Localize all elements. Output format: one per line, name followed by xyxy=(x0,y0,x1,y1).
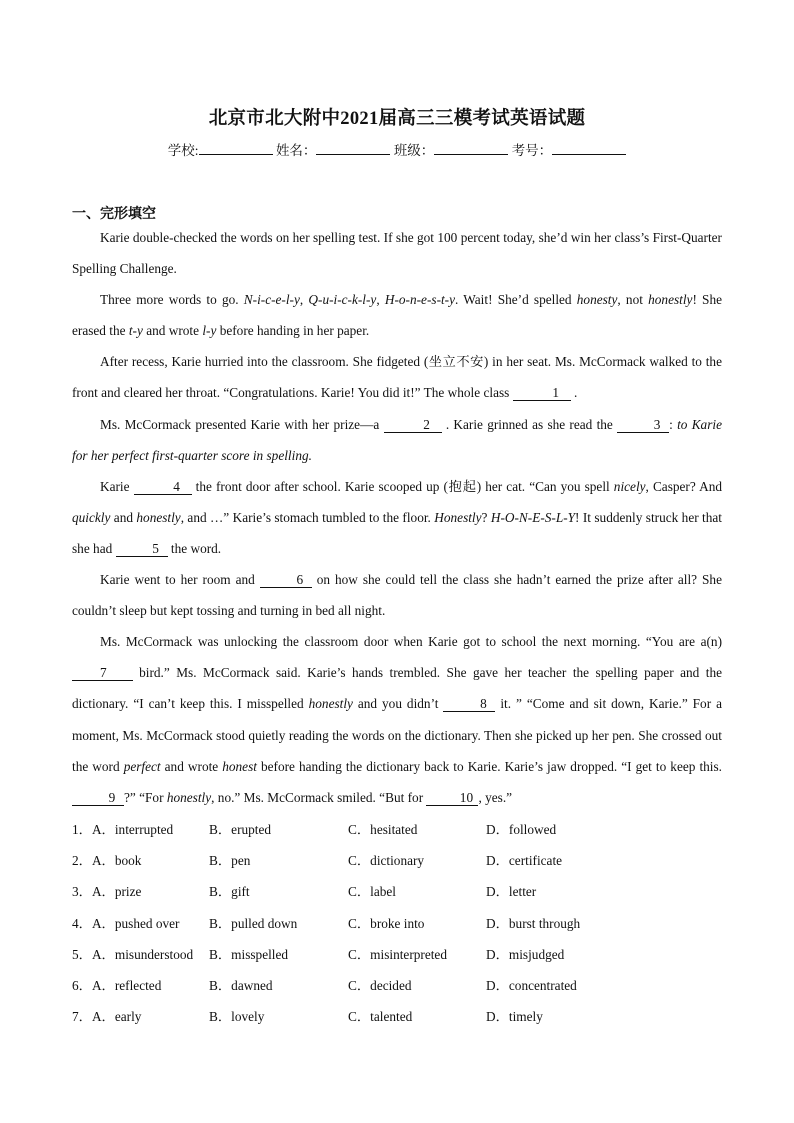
question-number: 4． xyxy=(72,915,92,931)
option-d[interactable]: D．letter xyxy=(486,884,537,900)
paragraph-1: Karie double-checked the words on her spelling test. If she got 100 percent today, she’d win her class’s First-Quarter Spelling Challenge. xyxy=(72,230,722,277)
blank-8[interactable]: 8 xyxy=(443,697,495,712)
option-d[interactable]: D．certificate xyxy=(486,853,563,869)
option-a[interactable]: A．reflected xyxy=(91,977,162,993)
question-row-1 xyxy=(72,814,722,845)
paragraph-3: After recess, Karie hurried into the classroom. She fidgeted (坐立不安) in her seat. Ms. McCormack walked to the front and cleared her throat. “Congratulations. Karie! You did it!” The whole class 1 . xyxy=(72,354,722,401)
option-a[interactable]: A．prize xyxy=(91,884,142,900)
blank-2[interactable]: 2 xyxy=(384,418,442,433)
option-d[interactable]: D．timely xyxy=(486,1009,543,1025)
option-a[interactable]: A．book xyxy=(91,853,142,869)
name-label: 姓名： xyxy=(275,143,317,158)
blank-4[interactable]: 4 xyxy=(134,480,192,495)
option-b[interactable]: B．pen xyxy=(209,853,251,869)
question-row-2 xyxy=(72,845,722,876)
paragraph-6: Karie went to her room and 6 on how she could tell the class she hadn’t earned the prize after all? She couldn’t sleep but kept tossing and turning in bed all night. xyxy=(72,572,722,619)
option-c[interactable]: C．hesitated xyxy=(348,822,418,837)
blank-7[interactable]: 7 xyxy=(72,666,133,681)
question-number: 6． xyxy=(72,977,92,993)
paragraph-7: Ms. McCormack was unlocking the classroom door when Karie got to school the next morning. “You are a(n) 7 bird.” Ms. McCormack said. Karie’s hands trembled. She gave her teacher the spelling paper and the dictionary. “I can’t keep this. I misspelled honestly and you didn’t 8 it. ” “Come and sit down, Karie.” For a moment, Ms. McCormack stood quietly reading the words on the dictionary. Then she picked up her pen. She crossed out the word perfect and wrote honest before handing the dictionary back to Karie. Karie’s jaw dropped. “I get to keep this. 9 ?” “For honestly, no.” Ms. McCormack smiled. “But for 10 , yes.” xyxy=(72,634,722,805)
option-c[interactable]: C．label xyxy=(348,884,397,900)
blank-1[interactable]: 1 xyxy=(513,386,571,401)
option-b[interactable]: B．pulled down xyxy=(209,915,298,931)
option-c[interactable]: C．decided xyxy=(348,977,412,993)
option-d[interactable]: D．misjudged xyxy=(486,946,565,962)
blank-10[interactable]: 10 xyxy=(426,791,478,806)
student-info-line xyxy=(0,139,794,159)
option-b[interactable]: B．misspelled xyxy=(209,946,289,962)
cloze-passage xyxy=(72,222,722,813)
question-number: 5． xyxy=(72,946,92,962)
blank-3[interactable]: 3 xyxy=(617,418,669,433)
option-a[interactable]: A．pushed over xyxy=(91,915,180,931)
option-c[interactable]: C．broke into xyxy=(348,915,425,931)
option-b[interactable]: B．erupted xyxy=(209,822,272,837)
blank-6[interactable]: 6 xyxy=(260,573,312,588)
question-row-6 xyxy=(72,970,722,1001)
blank-5[interactable]: 5 xyxy=(116,542,168,557)
section-heading: 一、完形填空 xyxy=(72,207,156,222)
option-b[interactable]: B．gift xyxy=(209,884,250,900)
blank-9[interactable]: 9 xyxy=(72,791,124,806)
exam-title: 北京市北大附中2021届高三三模考试英语试题 xyxy=(208,109,586,129)
question-row-3 xyxy=(72,876,722,907)
option-c[interactable]: C．talented xyxy=(348,1009,413,1025)
option-c[interactable]: C．misinterpreted xyxy=(348,946,447,962)
school-field[interactable] xyxy=(199,141,273,155)
exam-number-label: 考号： xyxy=(511,143,553,158)
name-field[interactable] xyxy=(316,141,390,155)
question-number: 2． xyxy=(72,853,92,869)
class-label: 班级： xyxy=(393,143,435,158)
option-c[interactable]: C．dictionary xyxy=(348,853,425,869)
question-number: 3． xyxy=(72,884,92,900)
exam-number-field[interactable] xyxy=(552,141,626,155)
option-d[interactable]: D．followed xyxy=(486,822,557,837)
paragraph-4: Ms. McCormack presented Karie with her prize—a 2 . Karie grinned as she read the 3 : to Karie for her perfect first-quarter score in spelling. xyxy=(72,416,722,463)
option-a[interactable]: A．early xyxy=(91,1009,142,1025)
paragraph-2: Three more words to go. N-i-c-e-l-y, Q-u-i-c-k-l-y, H-o-n-e-s-t-y. Wait! She’d spelled honesty, not honestly! She erased the t-y and wrote l-y before handing in her paper. xyxy=(72,292,723,339)
option-a[interactable]: A．interrupted xyxy=(91,822,174,837)
answer-options xyxy=(72,814,722,1032)
option-b[interactable]: B．lovely xyxy=(209,1009,265,1025)
school-label: 学校: xyxy=(167,143,199,158)
paragraph-5: Karie 4 the front door after school. Karie scooped up (抱起) her cat. “Can you spell nicely, Casper? And quickly and honestly, and …” Karie’s stomach tumbled to the floor. Honestly? H-O-N-E-S-L-Y! It suddenly struck her that she had 5 the word. xyxy=(72,478,723,556)
class-field[interactable] xyxy=(434,141,508,155)
option-a[interactable]: A．misunderstood xyxy=(91,946,194,962)
question-row-7 xyxy=(72,1001,722,1032)
question-row-4 xyxy=(72,908,722,939)
option-d[interactable]: D．burst through xyxy=(486,915,581,931)
question-number: 7． xyxy=(72,1009,92,1025)
question-row-5 xyxy=(72,939,722,970)
question-number: 1． xyxy=(72,822,92,837)
option-b[interactable]: B．dawned xyxy=(209,977,273,993)
option-d[interactable]: D．concentrated xyxy=(486,977,577,993)
